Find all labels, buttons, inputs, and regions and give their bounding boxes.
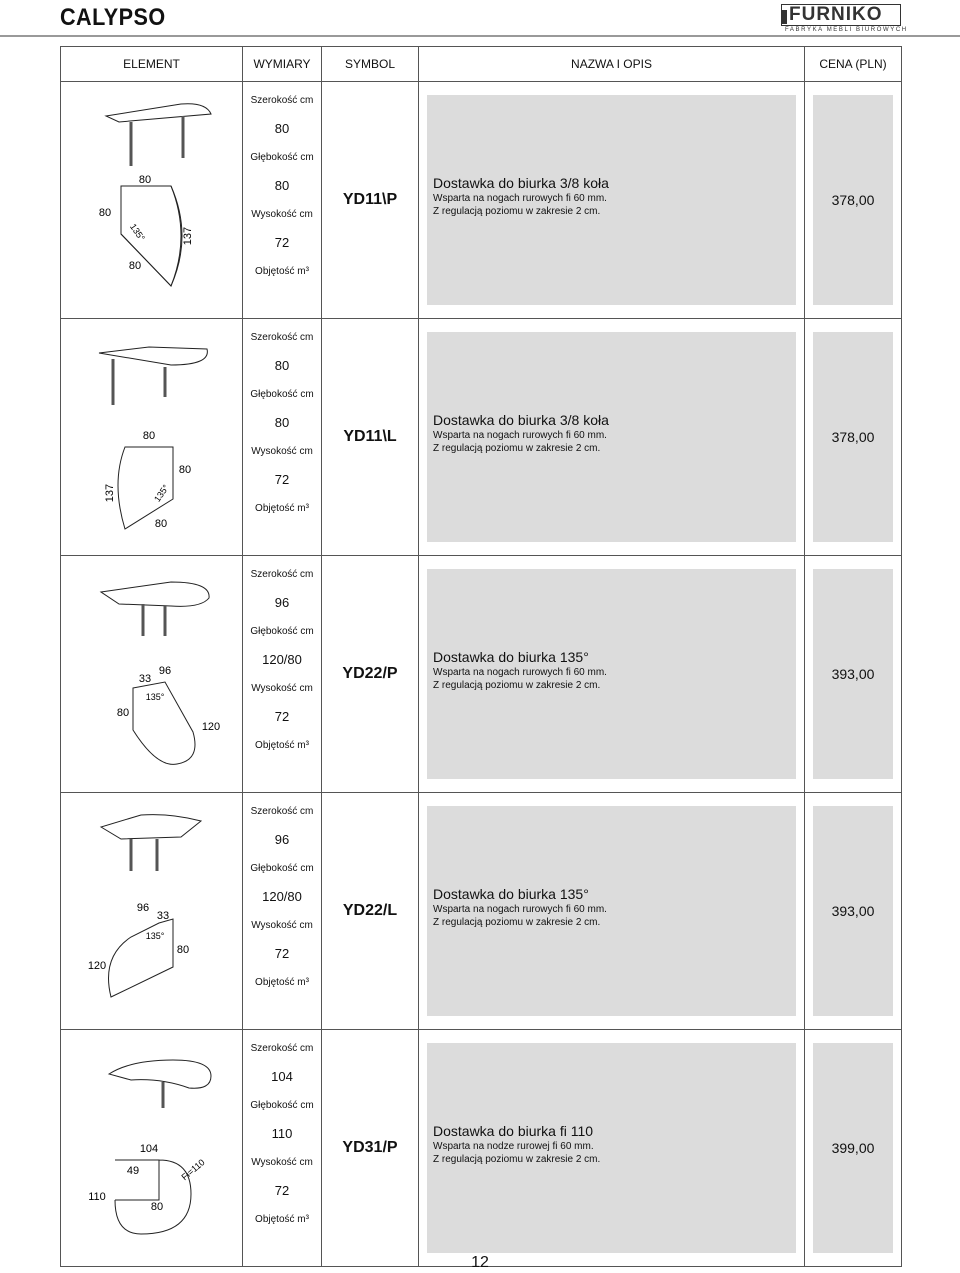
dimensions-cell [243,319,322,556]
drawing-label: 135° [128,221,147,243]
volume-label: Objętość m³ [255,502,309,514]
volume-label: Objętość m³ [255,265,309,277]
column-header-symbol: SYMBOL [322,47,419,82]
symbol-cell: YD31/P [322,1030,419,1267]
price-value: 393,00 [813,806,893,1016]
height-label: Wysokość cm [251,1156,313,1168]
depth-label: Głębokość cm [250,388,314,400]
product-desc-line: Wsparta na nodze rurowej fi 60 mm. [433,1141,594,1152]
product-title: Dostawka do biurka 3/8 koła [433,412,609,428]
drawing-label: 135° [145,692,165,702]
price-value: 378,00 [813,95,893,305]
product-title: Dostawka do biurka fi 110 [433,1123,594,1139]
drawing-label: 49 [126,1165,140,1177]
drawing-label: 104 [139,1143,159,1155]
brand-logo [781,4,908,34]
product-desc-line: Wsparta na nogach rurowych fi 60 mm. [433,430,607,441]
price-cell [805,793,902,1030]
element-drawing [61,82,243,319]
height-label: Wysokość cm [251,445,313,457]
width-value: 80 [274,358,290,373]
volume-label: Objętość m³ [255,976,309,988]
column-header-wymiary: WYMIARY [243,47,322,82]
width-label: Szerokość cm [250,568,314,580]
depth-value: 80 [274,178,290,193]
width-label: Szerokość cm [250,805,314,817]
depth-value: 120/80 [262,889,302,904]
product-desc-line: Wsparta na nogach rurowych fi 60 mm. [433,193,607,204]
price-table [60,46,902,1267]
depth-label: Głębokość cm [250,862,314,874]
table-row [61,556,902,793]
dimensions-cell [243,793,322,1030]
table-row [61,793,902,1030]
drawing-label: 80 [142,430,156,442]
height-value: 72 [274,946,290,961]
drawing-label: 80 [116,707,130,719]
element-drawing [61,793,243,1030]
symbol-cell: YD22/L [322,793,419,1030]
width-value: 96 [274,832,290,847]
depth-label: Głębokość cm [250,1099,314,1111]
drawing-label: 96 [136,902,150,914]
drawing-label: 137 [104,483,116,503]
logo-name: FURNIKO [789,4,883,25]
drawing-label: 80 [178,464,192,476]
table-header-row [61,47,902,82]
product-desc-line: Z regulacją poziomu w zakresie 2 cm. [433,680,601,691]
height-value: 72 [274,472,290,487]
product-desc-line: Z regulacją poziomu w zakresie 2 cm. [433,917,601,928]
column-header-cena: CENA (PLN) [805,47,902,82]
header-rule [0,35,960,37]
product-desc-line: Z regulacją poziomu w zakresie 2 cm. [433,1154,601,1165]
drawing-label: 110 [88,1191,106,1203]
drawing-label: 80 [128,260,142,272]
drawing-label: 120 [87,960,107,972]
price-cell [805,319,902,556]
element-drawing [61,319,243,556]
drawing-label: 80 [150,1201,164,1213]
dimensions-cell [243,82,322,319]
price-value: 399,00 [813,1043,893,1253]
desk-drawing-135-right [61,560,243,788]
price-value: 378,00 [813,332,893,542]
width-value: 104 [271,1069,293,1084]
desk-drawing-quarter-right [61,86,243,314]
height-label: Wysokość cm [251,682,313,694]
drawing-label: 135° [145,931,165,941]
dimensions-cell [243,1030,322,1267]
depth-label: Głębokość cm [250,151,314,163]
description-cell [419,556,805,793]
page-number: 12 [471,1254,489,1271]
product-desc-line: Z regulacją poziomu w zakresie 2 cm. [433,206,601,217]
height-label: Wysokość cm [251,919,313,931]
logo-mark [781,10,787,24]
width-label: Szerokość cm [250,1042,314,1054]
width-label: Szerokość cm [250,94,314,106]
product-title: Dostawka do biurka 3/8 koła [433,175,609,191]
drawing-label: Fi=110 [179,1157,207,1183]
table-row [61,1030,902,1267]
element-drawing [61,556,243,793]
symbol-cell: YD22/P [322,556,419,793]
drawing-label: 33 [138,673,152,685]
symbol-cell: YD11\L [322,319,419,556]
price-value: 393,00 [813,569,893,779]
height-value: 72 [274,235,290,250]
drawing-label: 137 [182,226,194,246]
volume-label: Objętość m³ [255,1213,309,1225]
symbol-cell: YD11\P [322,82,419,319]
drawing-label: 80 [98,207,112,219]
depth-value: 110 [271,1126,293,1141]
depth-value: 120/80 [262,652,302,667]
column-header-nazwa: NAZWA I OPIS [419,47,805,82]
drawing-label: 120 [201,721,221,733]
table-row [61,319,902,556]
product-desc-line: Wsparta na nogach rurowych fi 60 mm. [433,904,607,915]
table-row [61,82,902,319]
product-desc-line: Wsparta na nogach rurowych fi 60 mm. [433,667,607,678]
product-title: Dostawka do biurka 135° [433,886,589,902]
drawing-label: 80 [154,518,168,530]
price-cell [805,1030,902,1267]
width-value: 96 [274,595,290,610]
element-drawing [61,1030,243,1267]
width-value: 80 [274,121,290,136]
description-cell [419,319,805,556]
drawing-label: 33 [156,910,170,922]
height-value: 72 [274,1183,290,1198]
volume-label: Objętość m³ [255,739,309,751]
drawing-label: 80 [138,174,152,186]
page-title: CALYPSO [60,4,166,31]
description-cell [419,82,805,319]
desk-drawing-round [61,1034,243,1262]
product-title: Dostawka do biurka 135° [433,649,589,665]
description-cell [419,1030,805,1267]
drawing-label: 135° [152,482,171,504]
logo-subtitle: FABRYKA MEBLI BIUROWYCH [785,27,908,33]
depth-label: Głębokość cm [250,625,314,637]
height-value: 72 [274,709,290,724]
description-cell [419,793,805,1030]
width-label: Szerokość cm [250,331,314,343]
dimensions-cell [243,556,322,793]
price-cell [805,82,902,319]
desk-drawing-quarter-left [61,323,243,551]
price-cell [805,556,902,793]
depth-value: 80 [274,415,290,430]
height-label: Wysokość cm [251,208,313,220]
desk-drawing-135-left [61,797,243,1025]
drawing-label: 80 [176,944,190,956]
drawing-label: 96 [158,665,172,677]
column-header-element: ELEMENT [61,47,243,82]
product-desc-line: Z regulacją poziomu w zakresie 2 cm. [433,443,601,454]
